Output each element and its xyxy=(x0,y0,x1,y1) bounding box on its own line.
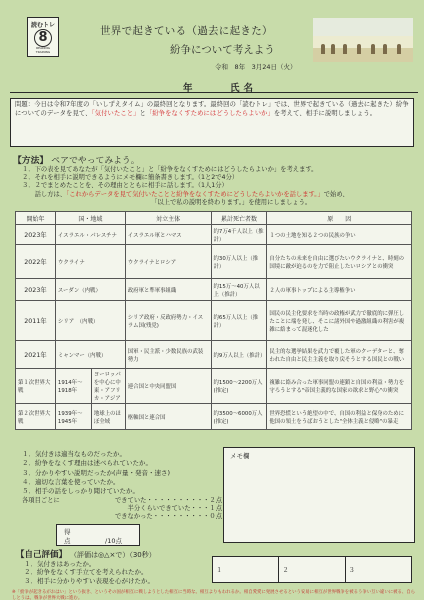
eval-cell-3[interactable]: ３ xyxy=(345,557,411,583)
year-label: 年 xyxy=(183,83,193,94)
table-row: 2023年 スーダン（内戦） 政府軍と準軍事組織 約15万～40万人以上（推計） ２人の軍事トップによる主導権争い xyxy=(16,279,412,301)
table-row: 2023年 イスラエル・パレスチナ イスラエル軍とハマス 約7万4千人以上（推計） １つの土地を知る２つの民族の争い xyxy=(16,225,412,245)
table-row: 2022年 ウクライナ ウクライナとロシア 約30万人以上（推計） 自分たちの未来を自由に選びたいウクライナと、時刻の国境に敵が迫るのを力で阻止したいロシアとの衝突 xyxy=(16,245,412,279)
self-eval-item: ２．紛争をなくす手立てを考えられたか。 xyxy=(24,568,148,577)
table-row: 2011年 シリア （内戦） シリア政府・反政府勢力・イスラム国(残党) 約65万人以上（推計） 国民の民主化要求を当時の政権が武力で徹底的に弾圧したことに端を発し、そこに諸外国や過激組織の利害が複雑に絡まって混迷化した xyxy=(16,301,412,341)
page-subtitle: 紛争について考えよう xyxy=(170,44,275,56)
person-icon xyxy=(357,44,361,54)
self-eval-note: （評価は◎△×で）（30秒） xyxy=(69,551,156,559)
self-eval-list xyxy=(24,560,204,585)
self-eval-title: 【自己評価】 xyxy=(16,550,68,560)
problem-text: 問題：今日は令和7年度の「いしずえタイム」の最終回となります。最終回の「読むトレ」では、世界で起きている（過去に起きた）紛争についてのデータを見て、 xyxy=(15,101,409,117)
logo-sub-text: READING TRAINING xyxy=(35,46,51,54)
table-row: 第２次世界大戦 1939年～1945年 地球上のほぼ全域 枢軸国と連合国 約3500～6000万人(推定) 世界恐慌という絶望の中で、自国の利益と保身のために他国の領土をうばおうとした"全体主義と侵略"の暴走 xyxy=(16,404,412,430)
score-label-1: 得 xyxy=(64,528,71,536)
header-deaths: 累計死亡者数 xyxy=(211,212,267,225)
table-header-row xyxy=(16,212,412,225)
scoring-label: 各項目ごとに xyxy=(22,497,60,504)
page-title: 世界で起きている（過去に起きた） xyxy=(100,25,273,37)
self-eval-heading xyxy=(16,548,156,560)
table-row: 第１次世界大戦 1914年～1918年 ヨーロッパを中心に中東・アフリカ・アジア 連合国と中央同盟国 約1500～2200万人(推定) 複雑に絡み合った軍事同盟の連鎖と自国の利益・勢力を守ろうとする"帝国主義的な国家の欲求と野心"の衝突 xyxy=(16,369,412,404)
logo-top-text: 読むトレ xyxy=(30,22,55,29)
self-eval-table xyxy=(212,556,412,583)
problem-keyword: 「気付いたこと」 xyxy=(91,109,140,117)
logo-number: 8 xyxy=(34,29,52,47)
person-icon xyxy=(397,44,401,54)
checklist-item: １．気付きは適当なものだったか。 xyxy=(22,450,126,458)
eval-cell-2[interactable]: ２ xyxy=(279,557,345,583)
page-date: 令和 8年 3月24日（火） xyxy=(215,63,297,71)
evaluation-checklist xyxy=(22,450,212,496)
step-item: 話し方は、「これからデータを見て気付いたことと紛争をなくすためにどうしたらよいかを話します。」で始め、 xyxy=(22,190,349,198)
scoring-rules xyxy=(22,497,222,521)
eval-cell-1[interactable]: １ xyxy=(213,557,279,583)
footnote: ※「紛争が起きるがおはい」という抜き、というその国が相互に戦しようとした相互に当時な。相互よりもわれるか。相自愛愛に発展させるという安易に相互が世界戦争を被るう争い互い違いに被る、自らしとうは。戦争が世界大戦に進む。 xyxy=(12,590,416,600)
score-row: 各項目ごとに できていた・・・・・・・・・・２点 xyxy=(22,497,222,504)
memo-box[interactable] xyxy=(223,447,415,543)
self-eval-item: ３．相手に分かりやすい表現を心がけたか。 xyxy=(24,576,154,585)
memo-label: メモ欄 xyxy=(230,452,250,460)
score-label-2: 点 xyxy=(64,537,71,545)
score-total: /10点 xyxy=(105,537,122,545)
person-icon xyxy=(343,44,347,54)
name-line[interactable] xyxy=(10,80,418,93)
step-item: 「以上で私の説明を終わります。」を使用にしましょう。 xyxy=(22,198,312,206)
header-start-year: 開始年 xyxy=(16,212,56,225)
header-region: 国・地域 xyxy=(55,212,125,225)
table-row: 2021年 ミャンマー（内戦） 国軍・民主派・少数民族の武装勢力 約9万人以上（推計） 民主的な選挙結果を武力で覆した軍のクーデターと、奪われた自由と民主主義を取り戻そうとする国民との戦い xyxy=(16,341,412,369)
person-icon xyxy=(321,44,325,54)
method-text: ペアでやってみよう。 xyxy=(51,156,140,166)
name-label: 氏名 xyxy=(230,83,258,94)
score-row: できなかった・・・・・・・・・０点 xyxy=(114,513,222,520)
illustration-sky xyxy=(313,18,413,36)
person-icon xyxy=(331,44,335,54)
checklist-item: ３．分かりやすい説明だったか(声量・発音・速さ) xyxy=(22,468,171,477)
checklist-item: ２．紛争をなくす理由は述べられていたか。 xyxy=(22,459,152,468)
reading-training-logo xyxy=(27,17,59,57)
method-steps xyxy=(22,166,416,207)
checklist-item: ４．適切な言葉を使っていたか。 xyxy=(22,477,120,486)
checklist-item: ５．相手の話をしっかり聞けていたか。 xyxy=(22,487,139,496)
step-item: １．下の表を見てあなたが「気付いたこと」と「紛争をなくすためにはどうしたらよいか」を考えます。 xyxy=(22,166,318,173)
step-item: ３．２でまとめたことを、その理由とともに相手に話します。（1人1分） xyxy=(22,182,228,190)
header-parties: 対立主体 xyxy=(125,212,211,225)
header-cause: 原 因 xyxy=(267,212,412,225)
problem-keyword: 「紛争をなくすためにはどうしたらよいか」 xyxy=(145,109,274,117)
meeting-illustration xyxy=(313,18,413,62)
score-box[interactable] xyxy=(56,524,140,546)
problem-box xyxy=(10,98,414,147)
step-item: ２．それを相手に説明できるようにメモ欄に簡条書きします。（1と2で4分） xyxy=(22,174,239,182)
method-heading xyxy=(13,153,140,166)
person-icon xyxy=(371,44,375,54)
problem-text: を考えて、相手に説明しましょう。 xyxy=(273,109,377,117)
method-label: 【方法】 xyxy=(13,156,49,166)
score-row: 半分くらいできていた・・・１点 xyxy=(127,505,222,512)
problem-text: と xyxy=(139,109,146,117)
person-icon xyxy=(383,44,387,54)
self-eval-item: １．気付きはあったか。 xyxy=(24,560,96,568)
conflict-table xyxy=(15,211,412,430)
